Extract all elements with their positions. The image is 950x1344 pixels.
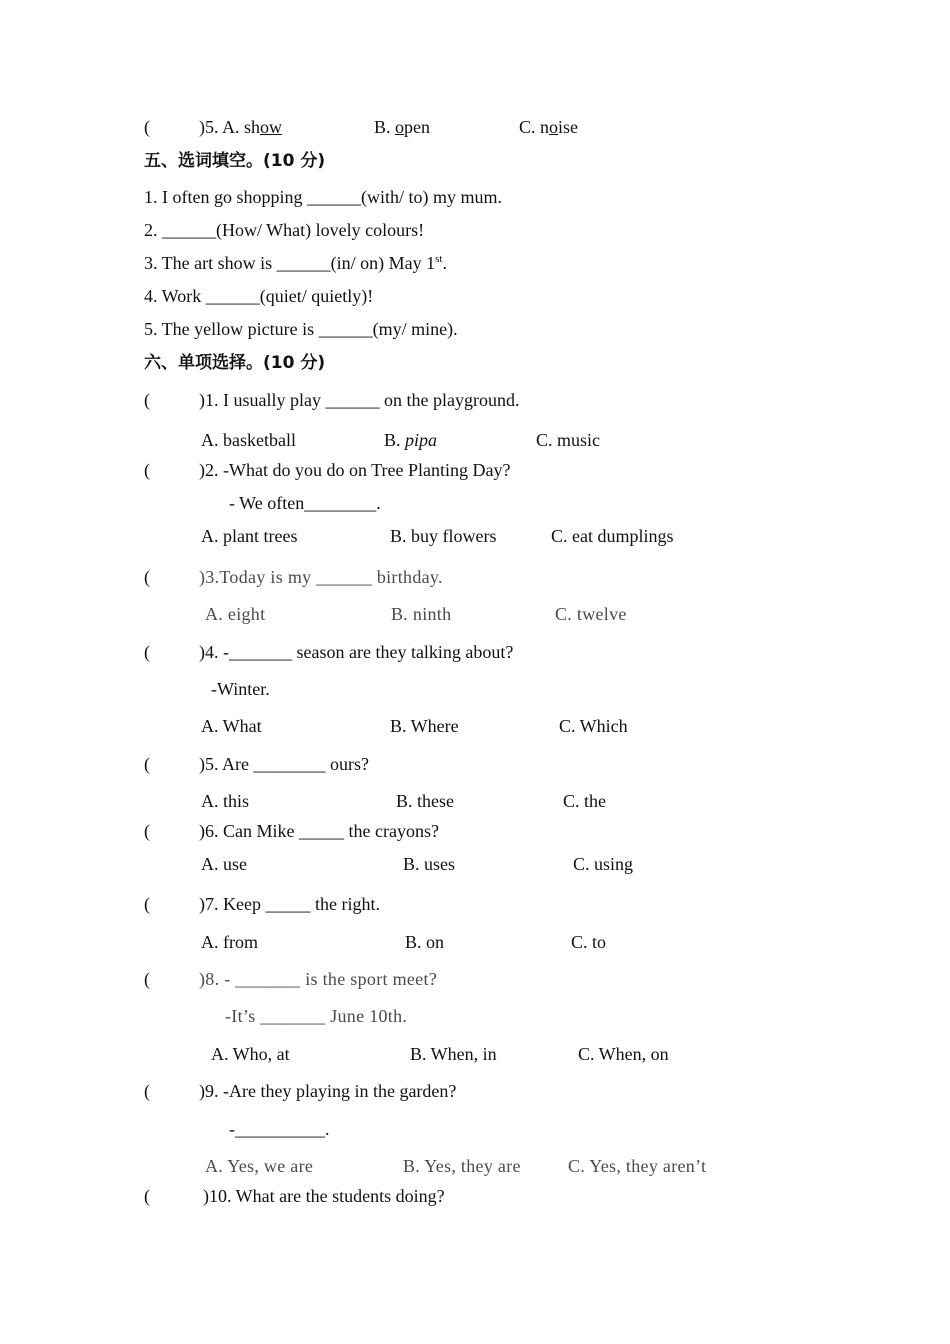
s5-item-3: 3. The art show is ______(in/ on) May 1st. xyxy=(144,253,447,273)
s4-q5-option-a: )5. A. show xyxy=(199,117,283,137)
s6-q10-paren: ( xyxy=(144,1186,150,1206)
s6-q7-paren: ( xyxy=(144,894,150,914)
s6-q9-option-b: B. Yes, they are xyxy=(403,1156,521,1176)
s6-q1-stem: )1. I usually play ______ on the playground. xyxy=(199,390,520,410)
s6-q1-paren: ( xyxy=(144,390,150,410)
s6-q7-option-c: C. to xyxy=(571,932,607,952)
s6-q4-option-b: B. Where xyxy=(390,716,459,736)
s6-q9-option-c: C. Yes, they aren’t xyxy=(568,1156,707,1176)
s6-q3-option-b: B. ninth xyxy=(391,604,452,624)
s6-q3-paren: ( xyxy=(144,567,150,587)
s6-q2-paren: ( xyxy=(144,460,150,480)
section-6-heading: 六、单项选择。(10 分) xyxy=(144,353,326,373)
s6-q4-option-c: C. Which xyxy=(559,716,628,736)
s6-q2-option-b: B. buy flowers xyxy=(390,526,497,546)
s5-item-4: 4. Work ______(quiet/ quietly)! xyxy=(144,286,374,306)
s6-q9-sub: -__________. xyxy=(229,1119,330,1139)
s6-q8-paren: ( xyxy=(144,969,150,989)
s6-q5-option-c: C. the xyxy=(563,791,606,811)
s6-q3-option-c: C. twelve xyxy=(555,604,627,624)
s6-q8-sub: -It’s _______ June 10th. xyxy=(225,1006,408,1026)
s6-q7-option-a: A. from xyxy=(201,932,258,952)
s6-q4-paren: ( xyxy=(144,642,150,662)
s6-q6-option-a: A. use xyxy=(201,854,247,874)
s4-q5-option-c: C. noise xyxy=(519,117,579,137)
s6-q3-option-a: A. eight xyxy=(205,604,266,624)
s6-q4-sub: -Winter. xyxy=(211,679,270,699)
s6-q8-option-c: C. When, on xyxy=(578,1044,669,1064)
s6-q4-stem: )4. -_______ season are they talking about? xyxy=(199,642,514,662)
s6-q8-option-b: B. When, in xyxy=(410,1044,497,1064)
s6-q2-stem: )2. -What do you do on Tree Planting Day? xyxy=(199,460,511,480)
s6-q9-paren: ( xyxy=(144,1081,150,1101)
s6-q1-option-b: B. pipa xyxy=(384,430,438,450)
s6-q8-option-a: A. Who, at xyxy=(211,1044,290,1064)
s6-q6-stem: )6. Can Mike _____ the crayons? xyxy=(199,821,439,841)
s6-q6-option-b: B. uses xyxy=(403,854,456,874)
section-5-heading: 五、选词填空。(10 分) xyxy=(144,151,326,171)
s6-q6-paren: ( xyxy=(144,821,150,841)
s4-q5-paren: ( xyxy=(144,117,150,137)
s6-q8-stem: )8. - _______ is the sport meet? xyxy=(199,969,438,989)
s6-q7-option-b: B. on xyxy=(405,932,445,952)
s6-q1-option-c: C. music xyxy=(536,430,601,450)
s6-q7-stem: )7. Keep _____ the right. xyxy=(199,894,380,914)
s6-q3-stem: )3.Today is my ______ birthday. xyxy=(199,567,443,587)
s6-q2-option-c: C. eat dumplings xyxy=(551,526,674,546)
s6-q2-option-a: A. plant trees xyxy=(201,526,298,546)
s4-q5-option-b: B. open xyxy=(374,117,431,137)
s6-q1-option-a: A. basketball xyxy=(201,430,296,450)
s5-item-2: 2. ______(How/ What) lovely colours! xyxy=(144,220,425,240)
s6-q6-option-c: C. using xyxy=(573,854,634,874)
s6-q5-option-a: A. this xyxy=(201,791,250,811)
s6-q4-option-a: A. What xyxy=(201,716,262,736)
s6-q2-sub: - We often________. xyxy=(229,493,381,513)
s5-item-5: 5. The yellow picture is ______(my/ mine). xyxy=(144,319,458,339)
s6-q5-stem: )5. Are ________ ours? xyxy=(199,754,369,774)
s6-q10-stem: )10. What are the students doing? xyxy=(203,1186,445,1206)
s5-item-1: 1. I often go shopping ______(with/ to) my mum. xyxy=(144,187,502,207)
s6-q5-option-b: B. these xyxy=(396,791,454,811)
s6-q9-option-a: A. Yes, we are xyxy=(205,1156,314,1176)
s6-q5-paren: ( xyxy=(144,754,150,774)
s6-q9-stem: )9. -Are they playing in the garden? xyxy=(199,1081,457,1101)
